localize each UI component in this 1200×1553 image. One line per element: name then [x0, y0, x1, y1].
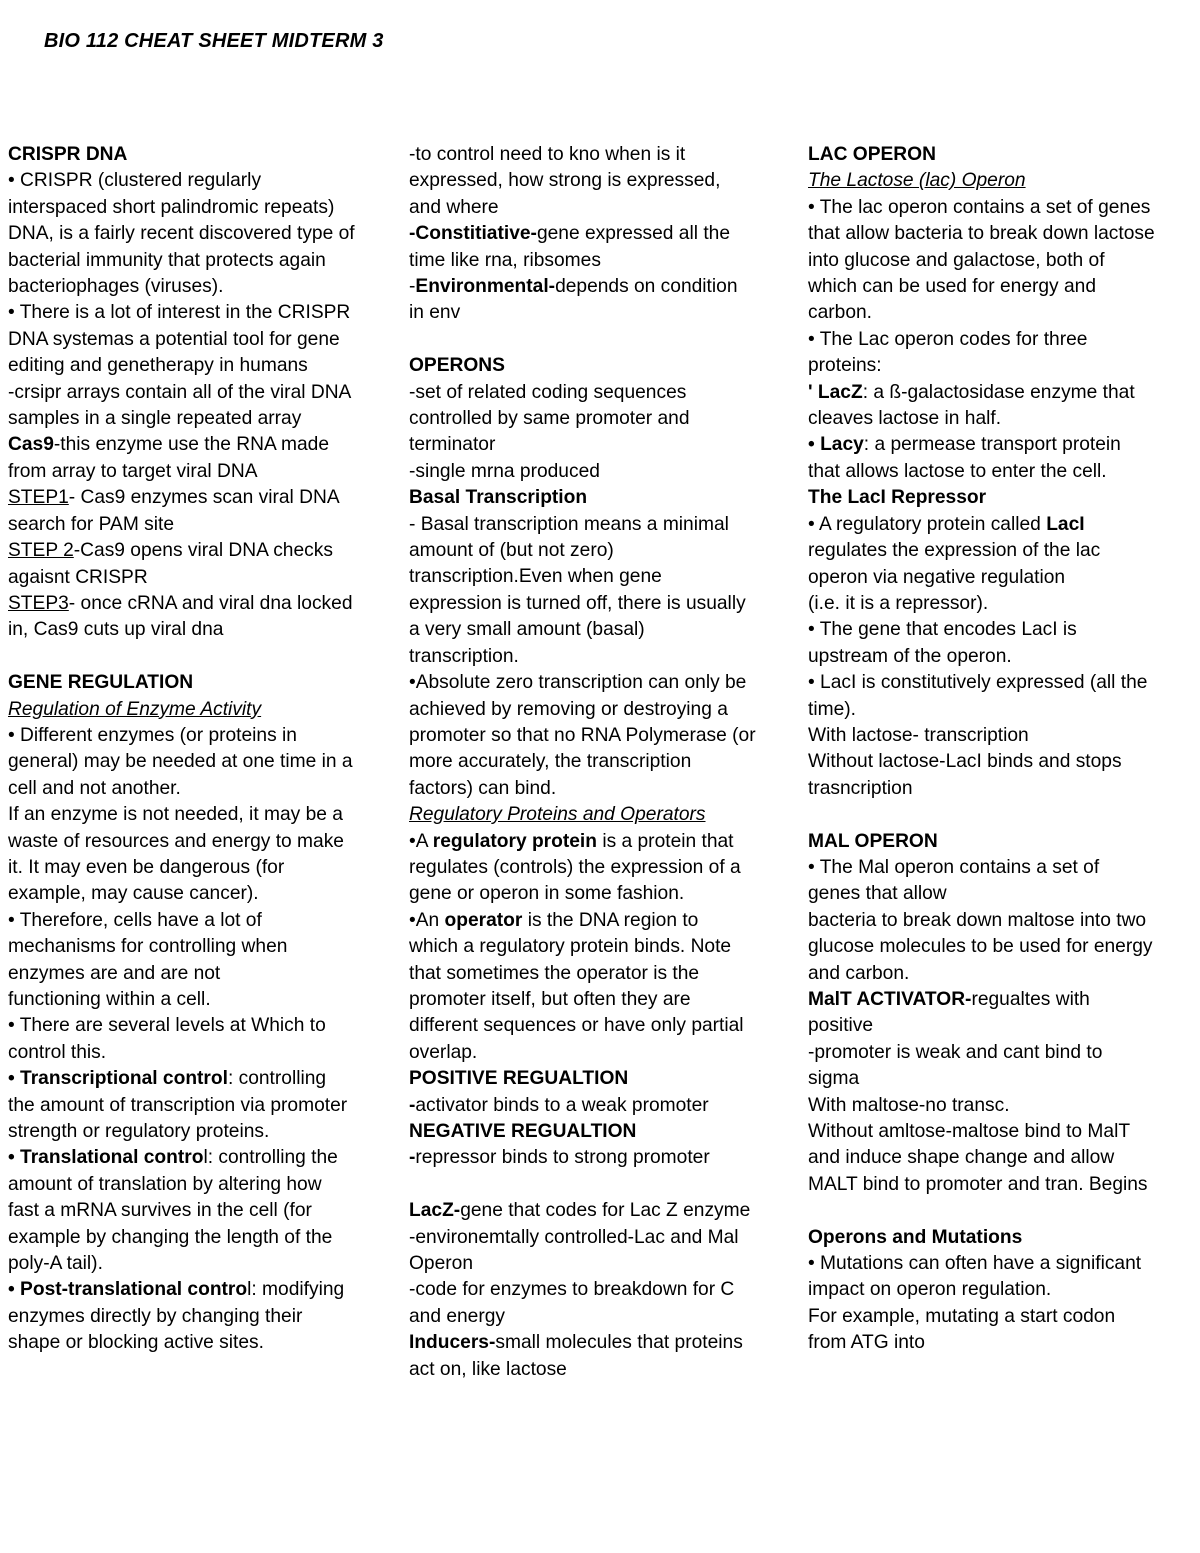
- post-translational-control-line: [8, 1277, 404, 1303]
- text-line: agaisnt CRISPR: [8, 566, 148, 588]
- dash: -: [409, 1094, 416, 1116]
- translational-control-term: • Translational contro: [8, 1147, 204, 1169]
- text-line: and induce shape change and allow: [808, 1147, 1115, 1169]
- text-line: impact on operon regulation.: [808, 1279, 1052, 1301]
- text-line: and where: [409, 196, 499, 218]
- step3-label: STEP3: [8, 592, 69, 614]
- step3-line: [8, 591, 404, 617]
- text-span: - once cRNA and viral dna locked: [68, 592, 353, 614]
- text-line: a very small amount (basal): [409, 619, 645, 641]
- text-line: and energy: [409, 1305, 506, 1327]
- text-line: -to control need to kno when is it: [409, 144, 686, 165]
- text-line: If an enzyme is not needed, it may be a: [8, 804, 343, 826]
- gene-regulation-heading: GENE REGULATION: [8, 672, 194, 694]
- cas9-term: Cas9: [8, 434, 54, 456]
- blank-line: [8, 644, 404, 670]
- text-line: promoter so that no RNA Polymerase (or: [409, 724, 756, 746]
- inducers-line: [409, 1330, 803, 1356]
- text-line: glucose molecules to be used for energy: [808, 936, 1153, 958]
- text-span: is the DNA region to: [522, 909, 699, 931]
- text-line: into glucose and galactose, both of: [808, 249, 1105, 271]
- text-line: • There are several levels at Which to: [8, 1015, 326, 1037]
- text-line: transcription.Even when gene: [409, 566, 662, 588]
- text-line: which a regulatory protein binds. Note: [409, 936, 732, 958]
- text-line: mechanisms for controlling when: [8, 936, 288, 958]
- step1-label: STEP1: [8, 487, 69, 509]
- text-line: genes that allow: [808, 883, 947, 905]
- text-span: l: modifying: [247, 1279, 345, 1301]
- text-line: (i.e. it is a repressor).: [808, 592, 989, 614]
- text-line: positive: [808, 1015, 874, 1037]
- blank-line: [409, 1172, 803, 1198]
- text-line: • Therefore, cells have a lot of: [8, 909, 262, 931]
- constitutive-term: -Constitiative-: [409, 223, 537, 245]
- text-line: that sometimes the operator is the: [409, 962, 700, 984]
- text-line: bacteriophages (viruses).: [8, 276, 224, 298]
- text-line: • LacI is constitutively expressed (all the: [808, 672, 1148, 694]
- operons-heading: OPERONS: [409, 355, 505, 377]
- text-line: in, Cas9 cuts up viral dna: [8, 619, 224, 641]
- translational-control-line: [8, 1145, 404, 1171]
- lac-operon-heading: LAC OPERON: [808, 144, 936, 165]
- text-line: fast a mRNA survives in the cell (for: [8, 1200, 312, 1222]
- text-line: •Absolute zero transcription can only be: [409, 672, 747, 694]
- constitutive-line: [409, 221, 803, 247]
- text-span: •An: [409, 909, 445, 931]
- text-span: -Cas9 opens viral DNA checks: [73, 540, 333, 562]
- text-line: amount of translation by altering how: [8, 1173, 322, 1195]
- text-line: the amount of transcription via promoter: [8, 1094, 348, 1116]
- text-line: • CRISPR (clustered regularly: [8, 170, 262, 192]
- text-line: DNA, is a fairly recent discovered type of: [8, 223, 355, 245]
- text-line: samples in a single repeated array: [8, 408, 302, 430]
- lac-operon-subheading: The Lactose (lac) Operon: [808, 170, 1026, 192]
- lacz-term: ' LacZ: [808, 381, 863, 403]
- regulatory-protein-term: regulatory protein: [432, 830, 597, 852]
- text-line: factors) can bind.: [409, 777, 557, 799]
- step2-line: [8, 538, 404, 564]
- text-line: terminator: [409, 434, 496, 456]
- text-span: depends on condition: [555, 276, 738, 298]
- malt-activator-line: [808, 987, 1200, 1013]
- text-line: gene or operon in some fashion.: [409, 883, 685, 905]
- text-line: strength or regulatory proteins.: [8, 1121, 270, 1143]
- step2-label: STEP 2: [8, 540, 74, 562]
- text-line: proteins:: [808, 355, 882, 377]
- text-line: time).: [808, 698, 856, 720]
- text-span: l: controlling the: [203, 1147, 338, 1169]
- text-line: search for PAM site: [8, 513, 174, 535]
- text-span: regualtes with: [971, 988, 1090, 1010]
- laci-line: [808, 512, 1200, 538]
- text-span: - Cas9 enzymes scan viral DNA: [68, 487, 340, 509]
- dash: -: [409, 1147, 416, 1169]
- text-line: it. It may even be dangerous (for: [8, 856, 285, 878]
- text-span: : a permease transport protein: [863, 434, 1121, 456]
- text-line: - Basal transcription means a minimal: [409, 513, 729, 535]
- blank-line: [409, 327, 803, 353]
- column-2: [409, 142, 803, 1383]
- enzyme-activity-subheading: Regulation of Enzyme Activity: [8, 698, 262, 720]
- blank-line: [808, 802, 1200, 828]
- text-line: shape or blocking active sites.: [8, 1332, 264, 1354]
- text-line: -promoter is weak and cant bind to: [808, 1041, 1103, 1063]
- text-line: Operon: [409, 1253, 473, 1275]
- text-line: Without amltose-maltose bind to MalT: [808, 1121, 1131, 1143]
- text-line: carbon.: [808, 302, 872, 324]
- text-span: •A: [409, 830, 433, 852]
- column-3: [808, 142, 1200, 1357]
- text-line: from array to target viral DNA: [8, 460, 258, 482]
- text-line: trasncription: [808, 777, 913, 799]
- transcriptional-control-term: • Transcriptional control: [8, 1068, 228, 1090]
- text-line: from ATG into: [808, 1332, 925, 1354]
- environmental-term: Environmental-: [415, 276, 556, 298]
- positive-regulation-line: [409, 1093, 803, 1119]
- environmental-line: [409, 274, 803, 300]
- text-line: enzymes are and are not: [8, 962, 221, 984]
- column-1: [8, 142, 404, 1357]
- text-line: -set of related coding sequences: [409, 381, 687, 403]
- lacz-line: [808, 380, 1200, 406]
- positive-regulation-heading: POSITIVE REGUALTION: [409, 1068, 629, 1090]
- text-line: • The lac operon contains a set of genes: [808, 196, 1151, 218]
- laci-term: LacI: [1046, 513, 1085, 535]
- text-line: bacterial immunity that protects again: [8, 249, 326, 271]
- text-line: -single mrna produced: [409, 460, 600, 482]
- text-line: act on, like lactose: [409, 1358, 567, 1380]
- text-line: functioning within a cell.: [8, 988, 211, 1010]
- blank-line: [808, 1198, 1200, 1224]
- text-line: more accurately, the transcription: [409, 751, 692, 773]
- text-span: : a ß-galactosidase enzyme that: [862, 381, 1135, 403]
- text-line: regulates (controls) the expression of a: [409, 856, 741, 878]
- text-line: expression is turned off, there is usually: [409, 592, 746, 614]
- text-line: cleaves lactose in half.: [808, 408, 1002, 430]
- text-line: • There is a lot of interest in the CRISPR: [8, 302, 351, 324]
- text-span: -this enzyme use the RNA made: [53, 434, 330, 456]
- text-span: : controlling: [227, 1068, 327, 1090]
- regulatory-proteins-subheading: Regulatory Proteins and Operators: [409, 804, 706, 826]
- step1-line: [8, 485, 404, 511]
- post-translational-control-term: • Post-translational contro: [8, 1279, 248, 1301]
- text-line: poly-A tail).: [8, 1253, 103, 1275]
- text-line: expressed, how strong is expressed,: [409, 170, 721, 192]
- text-span: -: [409, 276, 416, 298]
- text-line: waste of resources and energy to make: [8, 830, 344, 852]
- page-title: BIO 112 CHEAT SHEET MIDTERM 3: [44, 30, 384, 52]
- text-line: example, may cause cancer).: [8, 883, 259, 905]
- text-line: For example, mutating a start codon: [808, 1305, 1116, 1327]
- mal-operon-heading: MAL OPERON: [808, 830, 938, 852]
- basal-transcription-heading: Basal Transcription: [409, 487, 588, 509]
- text-line: regulates the expression of the lac: [808, 540, 1101, 562]
- inducers-term: Inducers-: [409, 1332, 496, 1354]
- text-line: controlled by same promoter and: [409, 408, 690, 430]
- text-line: DNA systemas a potential tool for gene: [8, 328, 340, 350]
- operator-line: [409, 908, 803, 934]
- text-span: activator binds to a weak promoter: [415, 1094, 709, 1116]
- cas9-line: [8, 432, 404, 458]
- text-line: bacteria to break down maltose into two: [808, 909, 1147, 931]
- regulatory-protein-line: [409, 829, 803, 855]
- text-line: in env: [409, 302, 461, 324]
- transcriptional-control-line: [8, 1066, 404, 1092]
- text-line: With maltose-no transc.: [808, 1094, 1010, 1116]
- laci-repressor-heading: The LacI Repressor: [808, 487, 987, 509]
- text-span: gene expressed all the: [536, 223, 731, 245]
- text-line: and carbon.: [808, 962, 910, 984]
- text-line: • The Lac operon codes for three: [808, 328, 1088, 350]
- lacz-line: [409, 1198, 803, 1224]
- text-line: editing and genetherapy in humans: [8, 355, 308, 377]
- text-line: -code for enzymes to breakdown for C: [409, 1279, 735, 1301]
- crispr-heading: CRISPR DNA: [8, 144, 128, 165]
- text-line: amount of (but not zero): [409, 540, 614, 562]
- text-line: transcription.: [409, 645, 519, 667]
- lacy-line: [808, 432, 1200, 458]
- text-line: that allows lactose to enter the cell.: [808, 460, 1107, 482]
- text-line: • The gene that encodes LacI is: [808, 619, 1077, 641]
- text-line: overlap.: [409, 1041, 478, 1063]
- text-line: • The Mal operon contains a set of: [808, 856, 1100, 878]
- text-line: • Different enzymes (or proteins in: [8, 724, 297, 746]
- text-line: cell and not another.: [8, 777, 181, 799]
- negative-regulation-line: [409, 1145, 803, 1171]
- negative-regulation-heading: NEGATIVE REGUALTION: [409, 1121, 637, 1143]
- text-span: repressor binds to strong promoter: [415, 1147, 710, 1169]
- text-line: sigma: [808, 1068, 860, 1090]
- text-line: different sequences or have only partial: [409, 1015, 744, 1037]
- text-line: which can be used for energy and: [808, 276, 1096, 298]
- text-line: Without lactose-LacI binds and stops: [808, 751, 1122, 773]
- text-span: • A regulatory protein called: [808, 513, 1047, 535]
- text-line: operon via negative regulation: [808, 566, 1066, 588]
- text-line: -crsipr arrays contain all of the viral DNA: [8, 381, 352, 403]
- text-line: With lactose- transcription: [808, 724, 1029, 746]
- text-line: MALT bind to promoter and tran. Begins: [808, 1173, 1148, 1195]
- lacy-term: Lacy: [820, 434, 864, 456]
- malt-activator-term: MalT ACTIVATOR-: [808, 988, 972, 1010]
- text-span: small molecules that proteins: [495, 1332, 743, 1354]
- text-line: • Mutations can often have a significant: [808, 1253, 1142, 1275]
- text-line: time like rna, ribsomes: [409, 249, 601, 271]
- bullet: •: [808, 434, 821, 456]
- operons-mutations-heading: Operons and Mutations: [808, 1226, 1023, 1248]
- text-line: achieved by removing or destroying a: [409, 698, 728, 720]
- text-line: enzymes directly by changing their: [8, 1305, 303, 1327]
- text-line: upstream of the operon.: [808, 645, 1012, 667]
- text-line: that allow bacteria to break down lactose: [808, 223, 1155, 245]
- text-line: example by changing the length of the: [8, 1226, 333, 1248]
- text-line: control this.: [8, 1041, 107, 1063]
- text-line: promoter itself, but often they are: [409, 988, 691, 1010]
- text-span: gene that codes for Lac Z enzyme: [460, 1200, 751, 1222]
- lacz-term: LacZ-: [409, 1200, 461, 1222]
- text-line: interspaced short palindromic repeats): [8, 196, 335, 218]
- text-line: -environemtally controlled-Lac and Mal: [409, 1226, 739, 1248]
- operator-term: operator: [444, 909, 523, 931]
- text-line: general) may be needed at one time in a: [8, 751, 353, 773]
- text-span: is a protein that: [596, 830, 734, 852]
